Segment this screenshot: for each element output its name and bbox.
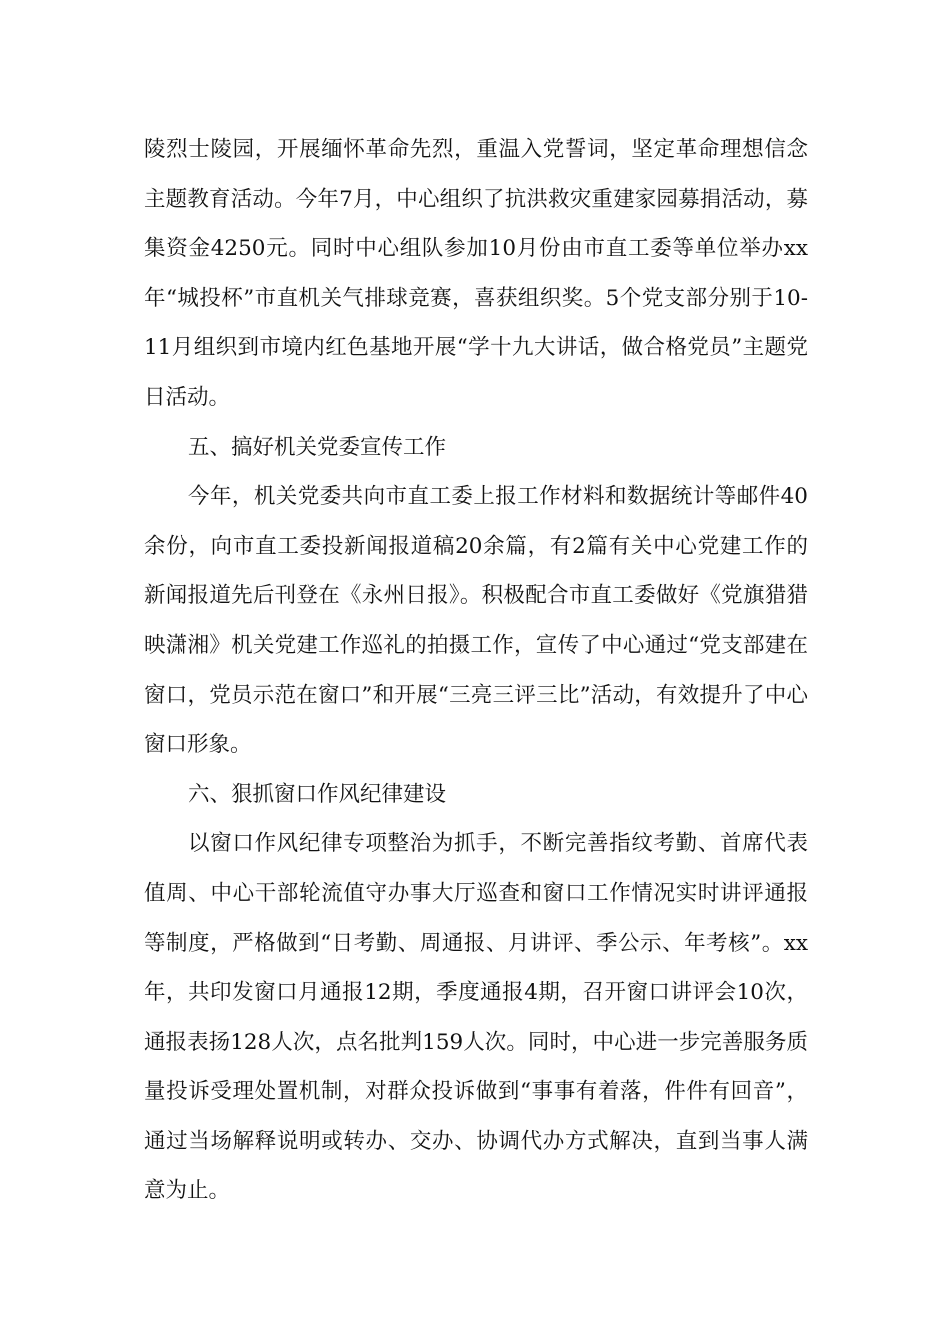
paragraph-publicity-work: 今年，机关党委共向市直工委上报工作材料和数据统计等邮件40余份，向市直工委投新闻报道稿20余篇，有2篇有关中心党建工作的新闻报道先后刊登在《永州日报》。积极配合市直工委做好《党旗猎猎映潇湘》机关党建工作巡礼的拍摄工作，宣传了中心通过“党支部建在窗口，党员示范在窗口”和开展“三亮三评三比”活动，有效提升了中心窗口形象。 [144,484,808,758]
paragraph-continuation: 陵烈士陵园，开展缅怀革命先烈，重温入党誓词，坚定革命理想信念主题教育活动。今年7月，中心组织了抗洪救灾重建家园募捐活动，募集资金4250元。同时中心组队参加10月份由市直工委等单位举办xx年“城投杯”市直机关气排球竞赛，喜获组织奖。5个党支部分别于10-11月组织到市境内红色基地开展“学十九大讲话，做合格党员”主题党日活动。 [144,137,808,410]
section-heading-six: 六、狠抓窗口作风纪律建设 [188,781,447,807]
paragraph-window-discipline: 以窗口作风纪律专项整治为抓手，不断完善指纹考勤、首席代表值周、中心干部轮流值守办事大厅巡查和窗口工作情况实时讲评通报等制度，严格做到“日考勤、周通报、月讲评、季公示、年考核”。xx年，共印发窗口月通报12期，季度通报4期，召开窗口讲评会10次，通报表扬128人次，点名批判159人次。同时，中心进一步完善服务质量投诉受理处置机制，对群众投诉做到“事事有着落，件件有回音”，通过当场解释说明或转办、交办、协调代办方式解决，直到当事人满意为止。 [144,831,808,1204]
document-body [144,125,808,1216]
section-heading-five: 五、搞好机关党委宣传工作 [188,434,447,460]
